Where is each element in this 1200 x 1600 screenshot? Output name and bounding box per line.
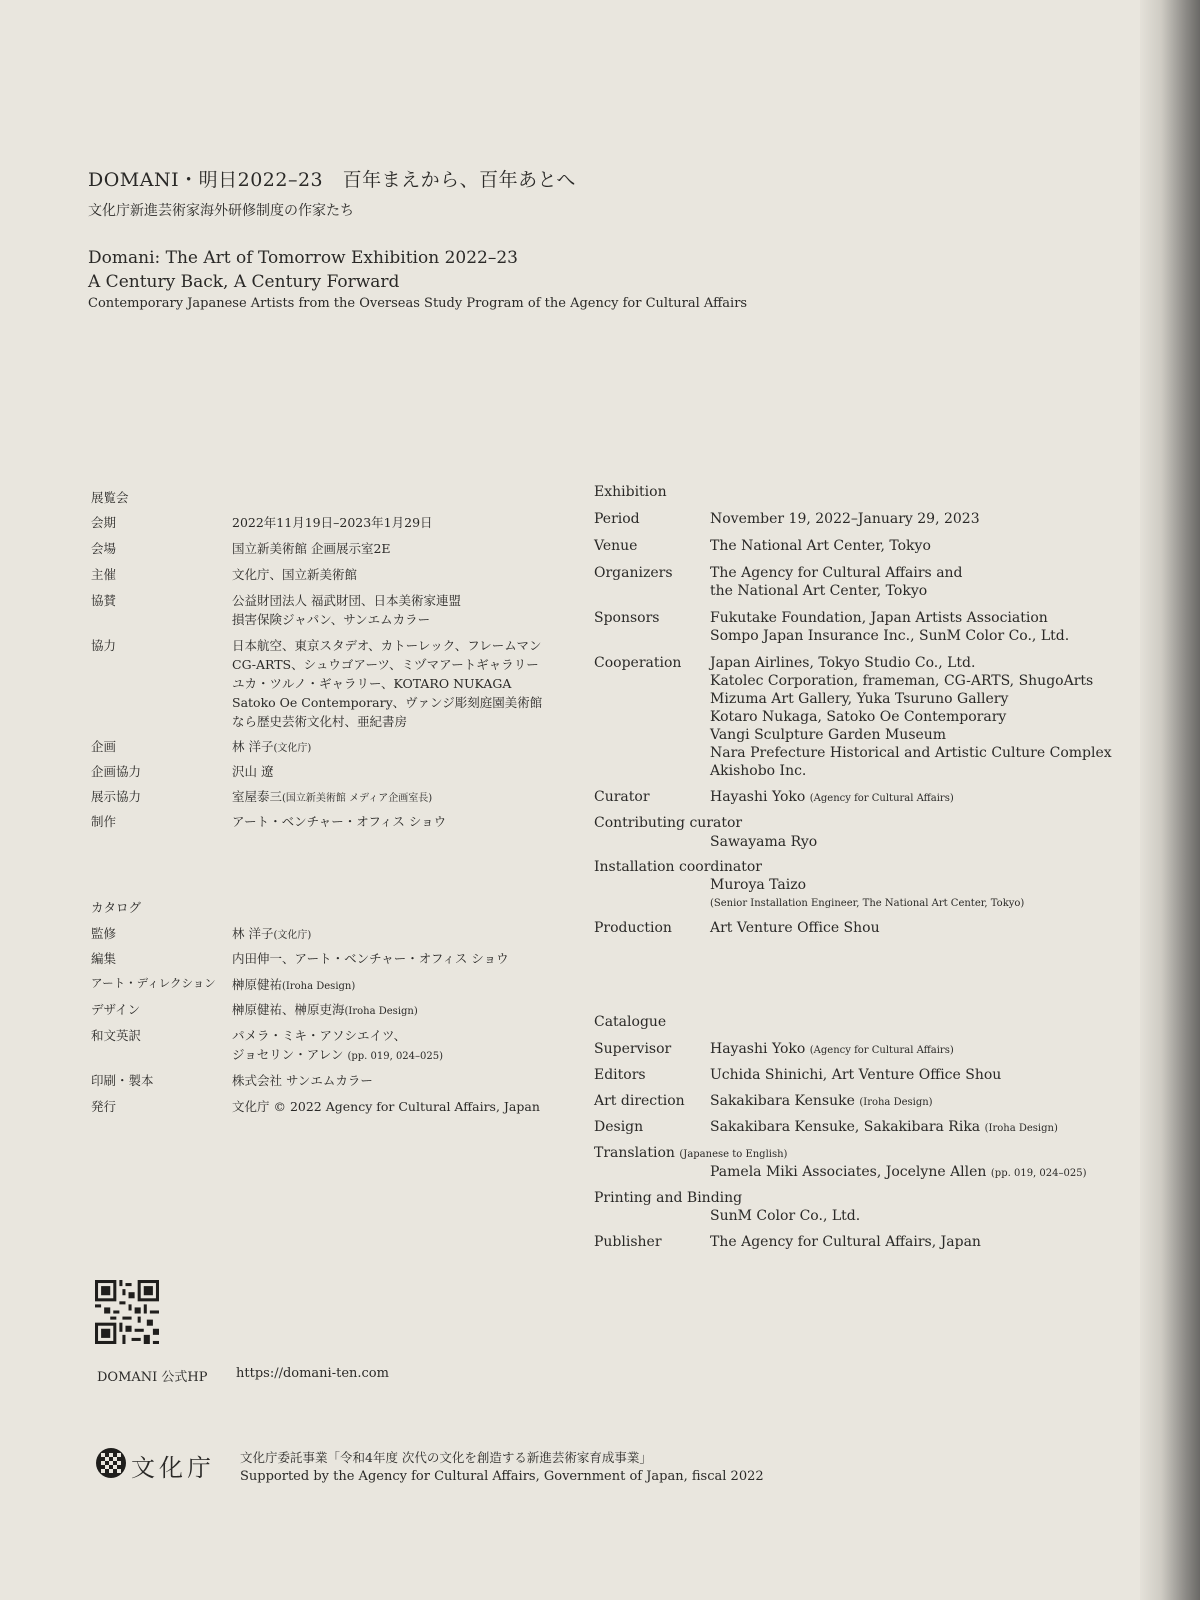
en-cooperation-value-6: Nara Prefecture Historical and Artistic Culture Complex xyxy=(710,745,1112,761)
jp-cooperation-value-3: ユカ・ツルノ・ギャラリー、KOTARO NUKAGA xyxy=(232,676,512,691)
jp-planning-label: 企画 xyxy=(91,739,117,754)
jp-planning-value: 林 洋子(文化庁) xyxy=(232,739,312,754)
jp-cooperation-label: 協力 xyxy=(91,638,117,653)
jp-exhibition-heading: 展覧会 xyxy=(91,490,129,505)
jp-venue-value: 国立新美術館 企画展示室2E xyxy=(232,541,391,556)
jp-cooperation-value-1: 日本航空、東京スタデオ、カトーレック、フレームマン xyxy=(232,638,542,653)
jp-period-label: 会期 xyxy=(91,515,117,530)
en-contrib-value: Sawayama Ryo xyxy=(710,834,818,850)
en-sponsors-value-2: Sompo Japan Insurance Inc., SunM Color Co., Ltd. xyxy=(710,628,1070,644)
jp-catalogue-heading: カタログ xyxy=(91,900,142,915)
jp-period-value: 2022年11月19日–2023年1月29日 xyxy=(232,515,433,530)
en-sponsors-value-1: Fukutake Foundation, Japan Artists Association xyxy=(710,610,1048,626)
en-venue-label: Venue xyxy=(594,538,638,554)
jp-artdir-label: アート・ディレクション xyxy=(91,976,216,990)
en-artdir-value: Sakakibara Kensuke (Iroha Design) xyxy=(710,1093,933,1109)
jp-editors-value: 内田伸一、アート・ベンチャー・オフィス ショウ xyxy=(232,951,509,966)
en-install-value: Muroya Taizo xyxy=(710,877,807,893)
en-venue-value: The National Art Center, Tokyo xyxy=(710,538,931,554)
jp-cooperation-value-4: Satoko Oe Contemporary、ヴァンジ彫刻庭園美術館 xyxy=(232,695,543,710)
jp-planning-assist-label: 企画協力 xyxy=(91,764,142,779)
en-title-line-1: Domani: The Art of Tomorrow Exhibition 2022–23 xyxy=(88,248,518,268)
en-cooperation-value-4: Kotaro Nukaga, Satoko Oe Contemporary xyxy=(710,709,1007,725)
en-supervisor-value: Hayashi Yoko (Agency for Cultural Affairs) xyxy=(710,1041,954,1057)
agency-logo-text: 文化庁 xyxy=(131,1454,215,1482)
en-design-value: Sakakibara Kensuke, Sakakibara Rika (Iroha Design) xyxy=(710,1119,1058,1135)
en-organizers-label: Organizers xyxy=(594,565,673,581)
en-organizers-value-2: the National Art Center, Tokyo xyxy=(710,583,928,599)
jp-printing-label: 印刷・製本 xyxy=(91,1073,154,1088)
en-curator-label: Curator xyxy=(594,789,650,805)
jp-cooperation-value-5: なら歴史芸術文化村、亜紀書房 xyxy=(232,714,408,729)
en-cooperation-label: Cooperation xyxy=(594,655,682,671)
en-subtitle: Contemporary Japanese Artists from the Overseas Study Program of the Agency for Cultural Affairs xyxy=(88,296,748,311)
en-translation-label: Translation (Japanese to English) xyxy=(594,1145,788,1161)
en-period-label: Period xyxy=(594,511,640,527)
official-hp-url[interactable]: https://domani-ten.com xyxy=(236,1366,389,1381)
en-printing-label: Printing and Binding xyxy=(594,1190,743,1206)
jp-supervisor-value: 林 洋子(文化庁) xyxy=(232,926,312,941)
jp-sponsors-value-1: 公益財団法人 福武財団、日本美術家連盟 xyxy=(232,593,461,608)
jp-editors-label: 編集 xyxy=(91,951,117,966)
en-editors-value: Uchida Shinichi, Art Venture Office Shou xyxy=(710,1067,1002,1083)
en-production-value: Art Venture Office Shou xyxy=(710,920,880,936)
official-hp-label: DOMANI 公式HP xyxy=(97,1370,208,1385)
en-cooperation-value-5: Vangi Sculpture Garden Museum xyxy=(710,727,947,743)
page-binding-edge xyxy=(1140,0,1200,1600)
support-en: Supported by the Agency for Cultural Affairs, Government of Japan, fiscal 2022 xyxy=(240,1469,764,1484)
jp-organizers-value: 文化庁、国立新美術館 xyxy=(232,567,358,582)
jp-installation-value: 室屋泰三(国立新美術館 メディア企画室長) xyxy=(232,789,433,804)
en-period-value: November 19, 2022–January 29, 2023 xyxy=(710,511,980,527)
en-contrib-label: Contributing curator xyxy=(594,815,743,831)
jp-production-label: 制作 xyxy=(91,814,117,829)
support-jp: 文化庁委託事業「令和4年度 次代の文化を創造する新進芸術家育成事業」 xyxy=(240,1450,652,1465)
en-supervisor-label: Supervisor xyxy=(594,1041,672,1057)
jp-sponsors-value-2: 損害保険ジャパン、サンエムカラー xyxy=(232,612,431,627)
agency-logo-icon xyxy=(95,1447,127,1479)
en-cooperation-value-7: Akishobo Inc. xyxy=(710,763,807,779)
en-organizers-value-1: The Agency for Cultural Affairs and xyxy=(710,565,963,581)
jp-organizers-label: 主催 xyxy=(91,567,117,582)
en-publisher-value: The Agency for Cultural Affairs, Japan xyxy=(710,1234,981,1250)
jp-publisher-label: 発行 xyxy=(91,1099,117,1114)
jp-publisher-value: 文化庁 © 2022 Agency for Cultural Affairs, Japan xyxy=(232,1099,540,1114)
en-translation-value: Pamela Miki Associates, Jocelyne Allen (pp. 019, 024–025) xyxy=(710,1164,1087,1180)
en-cooperation-value-1: Japan Airlines, Tokyo Studio Co., Ltd. xyxy=(710,655,976,671)
en-editors-label: Editors xyxy=(594,1067,646,1083)
jp-cooperation-value-2: CG-ARTS、シュウゴアーツ、ミヅマアートギャラリー xyxy=(232,657,539,672)
en-printing-value: SunM Color Co., Ltd. xyxy=(710,1208,861,1224)
en-production-label: Production xyxy=(594,920,672,936)
en-curator-value: Hayashi Yoko (Agency for Cultural Affairs) xyxy=(710,789,954,805)
en-exhibition-heading: Exhibition xyxy=(594,484,667,500)
qr-code-icon xyxy=(95,1280,159,1344)
jp-title: DOMANI・明日2022–23 百年まえから、百年あとへ xyxy=(88,169,576,191)
jp-sponsors-label: 協賛 xyxy=(91,593,117,608)
en-cooperation-value-2: Katolec Corporation, frameman, CG-ARTS, ShugoArts xyxy=(710,673,1094,689)
jp-venue-label: 会場 xyxy=(91,541,117,556)
jp-design-value: 榊原健祐、榊原吏海(Iroha Design) xyxy=(232,1002,418,1017)
jp-installation-label: 展示協力 xyxy=(91,789,142,804)
jp-planning-assist-value: 沢山 遼 xyxy=(232,764,274,779)
jp-supervisor-label: 監修 xyxy=(91,926,117,941)
en-artdir-label: Art direction xyxy=(594,1093,685,1109)
en-publisher-label: Publisher xyxy=(594,1234,662,1250)
en-design-label: Design xyxy=(594,1119,644,1135)
en-catalogue-heading: Catalogue xyxy=(594,1014,667,1030)
jp-production-value: アート・ベンチャー・オフィス ショウ xyxy=(232,814,447,829)
jp-translation-value-1: パメラ・ミキ・アソシエイツ、 xyxy=(232,1028,407,1043)
jp-printing-value: 株式会社 サンエムカラー xyxy=(232,1073,373,1088)
en-title-line-2: A Century Back, A Century Forward xyxy=(88,272,400,292)
en-install-note: (Senior Installation Engineer, The National Art Center, Tokyo) xyxy=(710,898,1025,909)
en-sponsors-label: Sponsors xyxy=(594,610,660,626)
en-install-label: Installation coordinator xyxy=(594,859,762,875)
jp-subtitle: 文化庁新進芸術家海外研修制度の作家たち xyxy=(88,203,354,219)
jp-design-label: デザイン xyxy=(91,1002,141,1017)
en-cooperation-value-3: Mizuma Art Gallery, Yuka Tsuruno Gallery xyxy=(710,691,1009,707)
jp-translation-value-2: ジョセリン・アレン (pp. 019, 024–025) xyxy=(232,1047,444,1062)
jp-translation-label: 和文英訳 xyxy=(91,1028,142,1043)
jp-artdir-value: 榊原健祐(Iroha Design) xyxy=(232,977,356,992)
